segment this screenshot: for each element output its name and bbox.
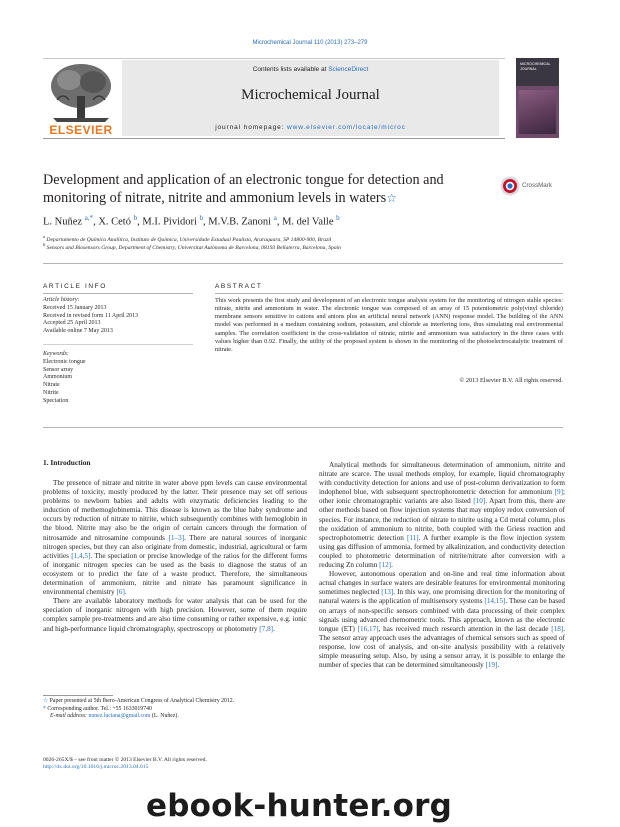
footnote-star-marker: ☆ (43, 698, 49, 704)
text-run: The presence of nitrate and nitrite in water above ppm levels can cause environmental problems of toxicity, mostly produced by the latter. Their presence may set off serious problems to newborn babies and adults with enzymatic deficiencies leading to the induction of methemoglobinemia. This disease is known as the blue baby syndrome and occurs by reduction of nitrate to nitrite, which subsequently combines with hemoglobin in the blood. Nitrite may also be the origin of certain cancers through the formation of nitrosamide and nitrosamine compounds (43, 479, 307, 542)
keywords-label: Keywords: (43, 351, 69, 357)
text-run: . There are natural sources of inorganic nitrogen species, but they can also originate from domestic, industrial, agricultural or farm activities (43, 533, 307, 560)
reference-link[interactable]: [9] (554, 488, 563, 497)
keyword-item: Nitrite (43, 389, 59, 396)
footnote-paper (43, 698, 307, 706)
reference-link[interactable]: [11] (406, 533, 419, 542)
body-column-left (43, 479, 307, 634)
text-run: . The speciation or precise knowledge of the ratios for the different forms of inorganic nitrogen species can be used as the basis to diagnose the status of an ecosystem or to predict the fate of a waste product. Therefore, the simultaneous determination of ammonium, nitrite and nitrate has paramount significance in environmental chemistry (43, 551, 307, 597)
reference-link[interactable]: [18] (551, 624, 564, 633)
contents-prefix: Contents lists available at (252, 66, 329, 73)
footnote-text: Corresponding author. Tel.: +55 1633019740 (47, 705, 152, 712)
affiliation-marker: a (43, 234, 45, 239)
crossmark-label: CrossMark (522, 182, 552, 189)
history-label: Article history: (43, 297, 80, 303)
text-run: However, autonomous operation and on-line and real time information about actual changes in surface waters are desirable features for environmental monitoring sometimes neglected (319, 570, 565, 597)
front-matter-info (43, 757, 343, 772)
text-run: Analytical methods for simultaneous determination of ammonium, nitrite and nitrate are scarce. The usual methods employ, for example, liquid chromatography with conductivity detection for anions and use of post-column derivatization to form indophenol blue, with subsequent spectrophotometric detection for ammonium (319, 461, 565, 497)
abstract-heading: ABSTRACT (215, 283, 263, 290)
author-name[interactable]: M.I. Pividori (142, 216, 197, 228)
keyword-item: Electronic tongue (43, 358, 86, 365)
author-name[interactable]: X. Cetó (98, 216, 131, 228)
author-affiliation-marker[interactable]: a (273, 214, 277, 222)
text-run: . (124, 588, 127, 597)
homepage-prefix: journal homepage: (215, 124, 288, 131)
text-run: . The sensor array approach uses the advantages of chemical sensors such as speed of response, low cost of analysis, and on-site analysis possibility with a relatively simple measuring setup. Also, by using a sensor array, it is possible to enlarge the number of species that can be determined simultaneously (319, 624, 565, 670)
reference-link[interactable]: [1–3] (168, 533, 185, 542)
divider (43, 344, 193, 345)
watermark: ebook-hunter.org (146, 788, 452, 824)
text-run: . (273, 624, 275, 633)
footnotes (43, 698, 307, 721)
journal-homepage (122, 124, 499, 131)
keyword-item: Sensor array (43, 366, 74, 373)
author-name[interactable]: L. Nuñez (43, 216, 83, 228)
text-run: There are available laboratory methods for water analysis that can be used for the speciation of inorganic nitrogen with high precision. However, some of them require complex sample pre-treatments and are also time consuming or rather expensive, e.g. ionic and high-performance liquid chromatography, spectroscopy or photometry (43, 597, 307, 633)
issn-line: 0026-265X/$ – see front matter © 2013 Elsevier B.V. All rights reserved. (43, 757, 207, 763)
paragraph (43, 479, 307, 597)
author-affiliation-marker[interactable]: b (336, 214, 340, 222)
journal-cover-thumbnail[interactable] (516, 58, 559, 138)
crossmark-icon (500, 176, 520, 196)
author-affiliation-marker[interactable]: a,* (84, 214, 94, 222)
email-label: E-mail address: (50, 713, 89, 720)
author-name[interactable]: M. del Valle (282, 216, 334, 228)
footnote-text: Paper presented at 5th Ibero-American Congress of Analytical Chemistry 2012. (49, 698, 235, 704)
reference-link[interactable]: [7,8] (259, 624, 274, 633)
author-separator: , (276, 216, 283, 228)
keyword-item: Speciation (43, 397, 69, 404)
journal-citation[interactable]: Microchemical Journal 110 (2013) 273–279 (252, 40, 368, 46)
author-affiliation-marker[interactable]: b (133, 214, 138, 222)
email-suffix: (L. Nuñez). (150, 713, 179, 720)
divider (43, 263, 563, 264)
elsevier-logo[interactable] (43, 60, 119, 136)
crossmark-badge[interactable] (500, 176, 566, 196)
history-item: Accepted 25 April 2013 (43, 320, 101, 327)
affiliation-text: Departamento de Química Analítica, Instituto de Química, Universidade Estadual Paulista, Araraquara, SP 14800-900, Brazil (46, 236, 332, 243)
email-link[interactable]: nunez.luciana@gmail.com (88, 713, 151, 720)
section-heading-introduction: 1. Introduction (43, 458, 91, 467)
article-info-heading: ARTICLE INFO (43, 283, 107, 290)
text-run: . (391, 561, 393, 570)
keyword-item: Ammonium (43, 374, 73, 381)
author-separator: , (137, 216, 143, 228)
cover-image (519, 90, 556, 134)
reference-link[interactable]: [14,15] (484, 597, 506, 606)
author-list (43, 214, 563, 228)
footnote-asterisk-marker: * (43, 705, 46, 712)
homepage-link[interactable]: www.elsevier.com/locate/microc (287, 124, 406, 131)
copyright-notice: © 2013 Elsevier B.V. All rights reserved. (459, 377, 563, 384)
footnote-email (43, 713, 307, 721)
doi-link[interactable]: http://dx.doi.org/10.1016/j.microc.2013.04.015 (43, 764, 149, 771)
article-history (43, 297, 193, 336)
journal-name: Microchemical Journal (241, 87, 380, 103)
contents-availability (122, 66, 499, 73)
sciencedirect-link[interactable]: ScienceDirect (328, 66, 369, 73)
history-item: Available online 7 May 2013 (43, 328, 113, 335)
text-run: . In this way, one promising direction for the monitoring of natural waters is the application of multisensory systems (319, 588, 565, 606)
divider (43, 427, 563, 428)
cover-title: MICROCHEMICAL JOURNAL (520, 62, 551, 71)
article-title (43, 171, 483, 207)
text-run: . (497, 661, 500, 670)
text-run: . These can be based on arrays of non-specific sensors combined with data processing of their complex signals using advanced chemometric tools. This approach, known as the electronic tongue (ET) (319, 597, 565, 633)
reference-link[interactable]: [12] (379, 561, 392, 570)
affiliation-text: Sensors and Biosensors Group, Department of Chemistry, Universitat Autònoma de Barcelona, 08193 Bellaterra, Barcelona, Spain (46, 244, 341, 251)
author-separator: , (93, 216, 99, 228)
body-column-right (319, 461, 565, 670)
abstract-text: This work presents the first study and development of an electronic tongue analysis system for the monitoring of nitrogen stable species: nitrate, nitrite and ammonium in water. The electronic tongue was composed of an array of 15 potentiometric poly(vinyl chloride) membrane sensors sensitive to cations and anions plus an artificial neural network (ANN) response model. The building of the ANN model was performed in a medium containing sodium, potassium, and chloride as interfering ions, thus simulating real environmental samples. The correlation coefficient in the cross-validation of nitrate, nitrite and ammonium was satisfactory in the three cases with values higher than 0.92. Finally, the utility of the proposed system is shown in the monitoring of the photoelectrocatalytic treatment of nitrate. (215, 297, 563, 353)
author-affiliation-marker[interactable]: b (199, 214, 204, 222)
text-run: ; other ionic chromatographic variants are also listed (319, 488, 565, 506)
reference-link[interactable]: [6] (116, 588, 125, 597)
reference-link[interactable]: [1,4,5] (71, 551, 91, 560)
publisher-name: ELSEVIER (49, 123, 113, 137)
cover-banner (516, 58, 559, 86)
divider (215, 293, 563, 294)
author-separator: , (203, 216, 209, 228)
affiliation-marker: b (43, 242, 46, 247)
keyword-item: Nitrate (43, 382, 60, 389)
history-item: Received 15 January 2013 (43, 304, 107, 311)
article-title-text: Development and application of an electronic tongue for detection and monitoring of nitrate, nitrite and ammonium levels in waters (43, 172, 444, 206)
text-run: , has received much research attention in the last decade (378, 624, 552, 633)
text-run: . A further example is the flow injection system using gas diffusion of ammonia, formed by alkalinization, and conductivity detection coupled to photometric determination of nitrite/nitrate after conversion with a reducing Zn column (319, 533, 566, 570)
reference-link[interactable]: [16,17] (357, 624, 379, 633)
divider (43, 293, 193, 294)
reference-link[interactable]: [10] (473, 497, 486, 506)
affiliation-b (43, 242, 563, 251)
paragraph (319, 461, 565, 570)
footnote-divider (43, 695, 113, 696)
keywords (43, 351, 193, 406)
paragraph (319, 570, 565, 670)
text-run: . Apart from this, there are other methods based on flow injection systems that may employ redox conversion of species. For instance, the reduction of nitrate to nitrite using a Cd metal column, plus the oxidation of ammonium to nitrite, both coupled with the Griess reaction and spectrophotometric detection (319, 497, 565, 542)
paragraph (43, 597, 307, 633)
reference-link[interactable]: [13] (381, 588, 394, 597)
title-footnote-star[interactable]: ☆ (386, 191, 397, 205)
reference-link[interactable]: [19] (485, 661, 498, 670)
history-item: Received in revised form 11 April 2013 (43, 312, 139, 319)
author-name[interactable]: M.V.B. Zanoni (208, 216, 272, 228)
